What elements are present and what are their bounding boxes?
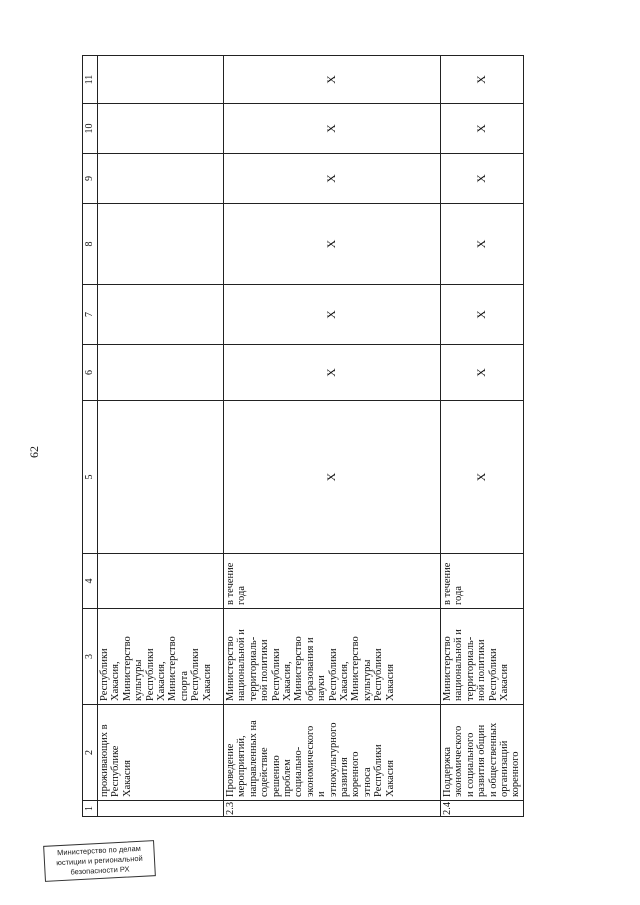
rotated-table-container bbox=[82, 56, 522, 817]
cell-col-7 bbox=[98, 285, 224, 345]
program-activities-table bbox=[82, 55, 524, 817]
cell-col-8: X bbox=[441, 204, 524, 285]
header-col-10: 10 bbox=[83, 104, 98, 154]
header-col-4: 4 bbox=[83, 554, 98, 609]
header-col-2: 2 bbox=[83, 705, 98, 801]
cell-col-5 bbox=[98, 401, 224, 554]
cell-col-6 bbox=[98, 345, 224, 401]
cell-number: 2.3 bbox=[224, 801, 441, 817]
header-col-11: 11 bbox=[83, 56, 98, 104]
header-col-1: 1 bbox=[83, 801, 98, 817]
cell-number bbox=[98, 801, 224, 817]
cell-activity-name: Поддержка экономического и социального развития общин и общественных организаций коренного bbox=[441, 705, 524, 801]
header-col-6: 6 bbox=[83, 345, 98, 401]
cell-col-8 bbox=[98, 204, 224, 285]
cell-col-5: X bbox=[441, 401, 524, 554]
cell-term: в течение года bbox=[224, 554, 441, 609]
cell-col-6: X bbox=[224, 345, 441, 401]
cell-number: 2.4 bbox=[441, 801, 524, 817]
cell-col-10 bbox=[98, 104, 224, 154]
header-col-7: 7 bbox=[83, 285, 98, 345]
header-row bbox=[83, 56, 98, 817]
header-col-9: 9 bbox=[83, 154, 98, 204]
cell-col-7: X bbox=[224, 285, 441, 345]
stamp-line-2: юстиции и региональной bbox=[56, 853, 143, 868]
cell-col-11: X bbox=[224, 56, 441, 104]
cell-col-10: X bbox=[224, 104, 441, 154]
cell-col-11 bbox=[98, 56, 224, 104]
header-col-3: 3 bbox=[83, 609, 98, 705]
cell-col-9: X bbox=[224, 154, 441, 204]
cell-col-7: X bbox=[441, 285, 524, 345]
table-row-continuation bbox=[98, 56, 224, 817]
cell-col-8: X bbox=[224, 204, 441, 285]
cell-col-6: X bbox=[441, 345, 524, 401]
cell-col-10: X bbox=[441, 104, 524, 154]
cell-col-9: X bbox=[441, 154, 524, 204]
document-table-region bbox=[82, 56, 522, 817]
page-number: 62 bbox=[27, 446, 41, 458]
cell-activity-name: Проведение мероприятий, направленных на содействие решению проблем социально- экономического и этнокультурного развития коренного этноса Республики Хакасия bbox=[224, 705, 441, 801]
header-col-5: 5 bbox=[83, 401, 98, 554]
cell-executor: Республики Хакасия, Министерство культуры Республики Хакасия, Министерство спорта Республики Хакасия bbox=[98, 609, 224, 705]
table-row-2-4 bbox=[441, 56, 524, 817]
ministry-stamp bbox=[43, 840, 156, 882]
header-col-8: 8 bbox=[83, 204, 98, 285]
cell-executor: Министерство национальной и территориаль- ной политики Республики Хакасия bbox=[441, 609, 524, 705]
cell-term: в течение года bbox=[441, 554, 524, 609]
cell-col-11: X bbox=[441, 56, 524, 104]
stamp-line-1: Министерство по делам bbox=[56, 843, 142, 858]
cell-activity-name: проживающих в Республике Хакасия bbox=[98, 705, 224, 801]
table-row-2-3 bbox=[224, 56, 441, 817]
cell-executor: Министерство национальной и территориаль- ной политики Республики Хакасия, Министерство образования и науки Республики Хакасия, Министерство культуры Республики Хакасия bbox=[224, 609, 441, 705]
cell-term bbox=[98, 554, 224, 609]
stamp-line-3: безопасности РХ bbox=[70, 864, 130, 877]
cell-col-9 bbox=[98, 154, 224, 204]
cell-col-5: X bbox=[224, 401, 441, 554]
